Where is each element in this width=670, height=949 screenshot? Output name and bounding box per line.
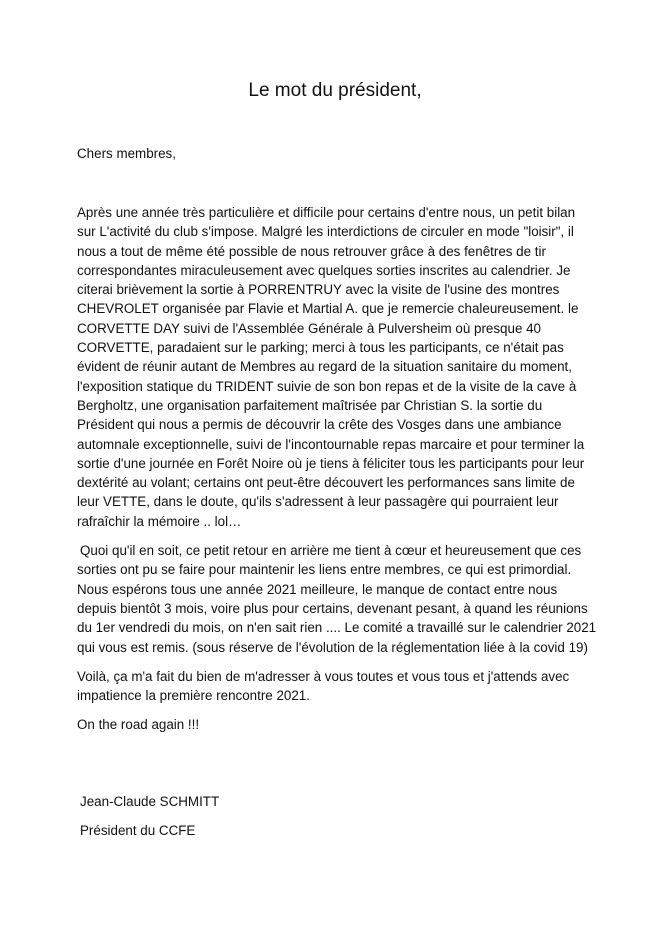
letter-title: Le mot du président,: [248, 80, 422, 101]
paragraph-review: Après une année très particulière et difficile pour certains d'entre nous, un petit bilan sur L'activité du club s'impose. Malgré les interdictions de circuler en mode "loisir", il nous a tout de même été possible de nous retrouver grâce à des fenêtres de tir correspondantes miraculeusement avec quelques sorties inscrites au calendrier. Je citerai brièvement la sortie à PORRENTRUY avec la visite de l'usine des montres CHEVROLET organisée par Flavie et Martial A. que je remercie chaleureusement. le CORVETTE DAY suivi de l'Assemblée Générale à Pulversheim où presque 40 CORVETTE, paradaient sur le parking; merci à tous les participants, ce n'était pas évident de réunir autant de Membres au regard de la situation sanitaire du moment, l'exposition statique du TRIDENT suivie de son bon repas et de la visite de la cave à Bergholtz, une organisation parfaitement maîtrisée par Christian S. la sortie du Président qui nous a permis de découvrir la crête des Vosges dans une ambiance automnale exceptionnelle, suivi de l'incontournable repas marcaire et pour terminer la sortie d'une journée en Forêt Noire où je tiens à féliciter tous les participants pour leur dextérité au volant; certains ont peut-être découvert les performances sans limite de leur VETTE, dans le doute, qu'ils s'adressent à leur passagère qui pourraient leur rafraîchir la mémoire .. lol…: [77, 205, 585, 529]
signature-role: Président du CCFE: [80, 823, 196, 838]
paragraph-closing: Voilà, ça m'a fait du bien de m'adresser à vous toutes et vous tous et j'attends avec impatience la première rencontre 2021.: [77, 668, 570, 704]
signature-name: Jean-Claude SCHMITT: [80, 794, 220, 809]
letter-body: [77, 203, 597, 745]
paragraph-reflection: Quoi qu'il en soit, ce petit retour en arrière me tient à cœur et heureusement que ces sorties ont pu se faire pour maintenir les liens entre membres, ce qui est primordial. Nous espérons tous une année 2021 meilleure, le manque de contact entre nous depuis bientôt 3 mois, voire plus pour certains, devenant pesant, à quand les réunions du 1er vendredi du mois, on n'en sait rien .... Le comité a travaillé sur le calendrier 2021 qui vous est remis. (sous réserve de l'évolution de la réglementation liée à la covid 19): [77, 543, 597, 655]
paragraph-motto: On the road again !!!: [77, 717, 200, 733]
greeting: Chers membres,: [77, 146, 176, 161]
